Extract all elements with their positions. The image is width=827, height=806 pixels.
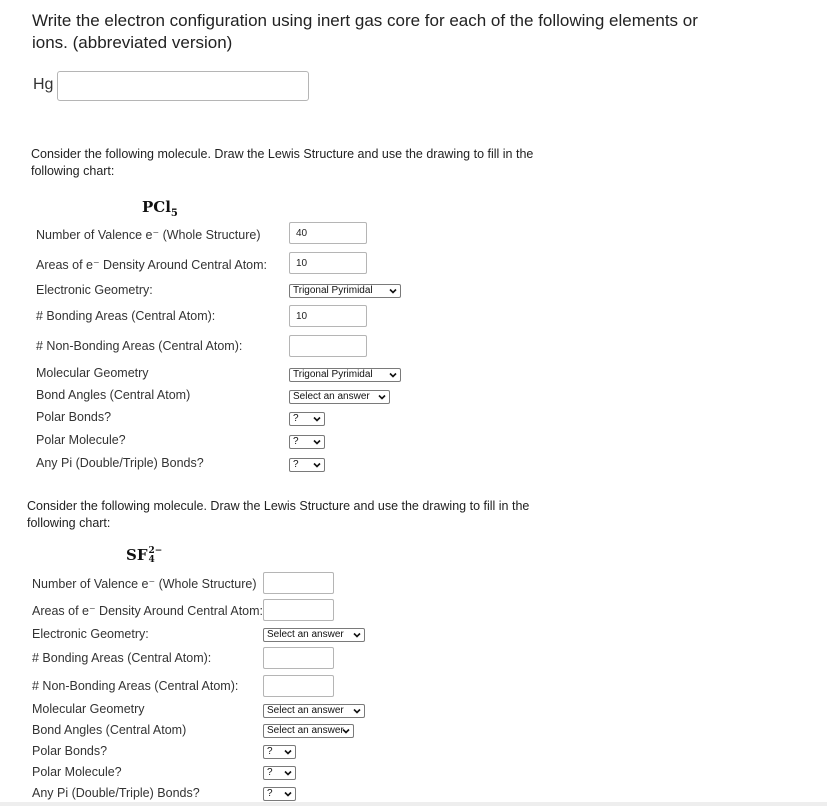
pcl5-egeom-label: Electronic Geometry: (36, 283, 153, 297)
sf4-pi-bonds-select[interactable] (263, 787, 296, 801)
chevron-down-icon (378, 393, 386, 401)
pcl5-bonding-label: # Bonding Areas (Central Atom): (36, 309, 216, 323)
sf4-valence-input[interactable] (263, 572, 334, 594)
chevron-down-icon (313, 415, 321, 423)
pcl5-pi-bonds-select[interactable] (289, 458, 325, 472)
pcl5-polar-molecule-label: Polar Molecule? (36, 433, 126, 447)
sf4-angles-value: Select an answer (267, 725, 344, 736)
pcl5-polar-bonds-select[interactable] (289, 412, 325, 426)
pcl5-mgeom-label: Molecular Geometry (36, 366, 149, 380)
chevron-down-icon (284, 769, 292, 777)
sf4-angles-select[interactable] (263, 724, 354, 738)
chevron-down-icon (342, 727, 350, 735)
pcl5-formula-main: PCl (142, 198, 171, 216)
sf4-bonding-input[interactable] (263, 647, 334, 669)
bottom-divider (0, 802, 827, 806)
pcl5-polar-bonds-value: ? (293, 413, 299, 424)
pcl5-intro-line-1: Consider the following molecule. Draw the Lewis Structure and use the drawing to fill in the (31, 147, 534, 161)
pcl5-intro-line-2: following chart: (31, 164, 115, 178)
pcl5-polar-bonds-label: Polar Bonds? (36, 410, 112, 424)
chevron-down-icon (284, 748, 292, 756)
pcl5-egeom-select[interactable] (289, 284, 401, 298)
sf4-areas-input[interactable] (263, 599, 334, 621)
pcl5-angles-label: Bond Angles (Central Atom) (36, 388, 191, 402)
sf4-mgeom-value: Select an answer (267, 705, 344, 716)
sf4-pi-bonds-value: ? (267, 788, 273, 799)
question-1-line-2: ions. (abbreviated version) (32, 33, 233, 52)
sf4-pi-bonds-label: Any Pi (Double/Triple) Bonds? (32, 786, 200, 800)
pcl5-egeom-value: Trigonal Pyrimidal (293, 285, 373, 296)
pcl5-mgeom-select[interactable] (289, 368, 401, 382)
sf4-mgeom-label: Molecular Geometry (32, 702, 145, 716)
pcl5-polar-molecule-select[interactable] (289, 435, 325, 449)
pcl5-polar-molecule-value: ? (293, 436, 299, 447)
sf4-polar-bonds-label: Polar Bonds? (32, 744, 108, 758)
sf4-valence-label: Number of Valence e⁻ (Whole Structure) (32, 577, 257, 591)
sf4-nonbonding-label: # Non-Bonding Areas (Central Atom): (32, 679, 239, 693)
chevron-down-icon (313, 461, 321, 469)
pcl5-angles-select[interactable] (289, 390, 390, 404)
sf4-formula (126, 546, 162, 565)
sf4-mgeom-select[interactable] (263, 704, 365, 718)
pcl5-nonbonding-input[interactable] (289, 335, 367, 357)
chevron-down-icon (389, 287, 397, 295)
pcl5-formula-subscript: 5 (170, 208, 178, 219)
sf4-polar-molecule-label: Polar Molecule? (32, 765, 122, 779)
electron-config-input[interactable] (57, 71, 309, 101)
pcl5-nonbonding-label: # Non-Bonding Areas (Central Atom): (36, 339, 243, 353)
pcl5-mgeom-value: Trigonal Pyrimidal (293, 369, 373, 380)
sf4-egeom-select[interactable] (263, 628, 365, 642)
pcl5-pi-bonds-value: ? (293, 459, 299, 470)
pcl5-valence-label: Number of Valence e⁻ (Whole Structure) (36, 228, 261, 242)
sf4-polar-bonds-select[interactable] (263, 745, 296, 759)
pcl5-areas-input[interactable]: 10 (289, 252, 367, 274)
sf4-areas-label: Areas of e⁻ Density Around Central Atom: (32, 604, 264, 618)
sf4-formula-main: SF (126, 546, 148, 564)
pcl5-formula (142, 198, 178, 219)
pcl5-bonding-input[interactable]: 10 (289, 305, 367, 327)
chevron-down-icon (353, 631, 361, 639)
sf4-polar-bonds-value: ? (267, 746, 273, 757)
chevron-down-icon (313, 438, 321, 446)
sf4-nonbonding-input[interactable] (263, 675, 334, 697)
sf4-intro-line-1: Consider the following molecule. Draw the Lewis Structure and use the drawing to fill in the (27, 499, 530, 513)
sf4-polar-molecule-select[interactable] (263, 766, 296, 780)
element-label: Hg (33, 76, 54, 93)
sf4-intro (27, 498, 587, 532)
pcl5-valence-input[interactable]: 40 (289, 222, 367, 244)
chevron-down-icon (389, 371, 397, 379)
pcl5-areas-label: Areas of e⁻ Density Around Central Atom: (36, 258, 268, 272)
sf4-bonding-label: # Bonding Areas (Central Atom): (32, 651, 212, 665)
sf4-angles-label: Bond Angles (Central Atom) (32, 723, 187, 737)
chevron-down-icon (284, 790, 292, 798)
sf4-egeom-value: Select an answer (267, 629, 344, 640)
question-1-prompt (32, 10, 732, 54)
question-1-line-1: Write the electron configuration using inert gas core for each of the following elements or (32, 11, 698, 30)
sf4-formula-superscript: 2− (148, 546, 163, 556)
sf4-egeom-label: Electronic Geometry: (32, 627, 149, 641)
sf4-polar-molecule-value: ? (267, 767, 273, 778)
sf4-intro-line-2: following chart: (27, 516, 111, 530)
sf4-formula-subscript: 4 (148, 555, 155, 565)
pcl5-angles-value: Select an answer (293, 391, 370, 402)
pcl5-intro (31, 146, 591, 180)
chevron-down-icon (353, 707, 361, 715)
pcl5-pi-bonds-label: Any Pi (Double/Triple) Bonds? (36, 456, 204, 470)
